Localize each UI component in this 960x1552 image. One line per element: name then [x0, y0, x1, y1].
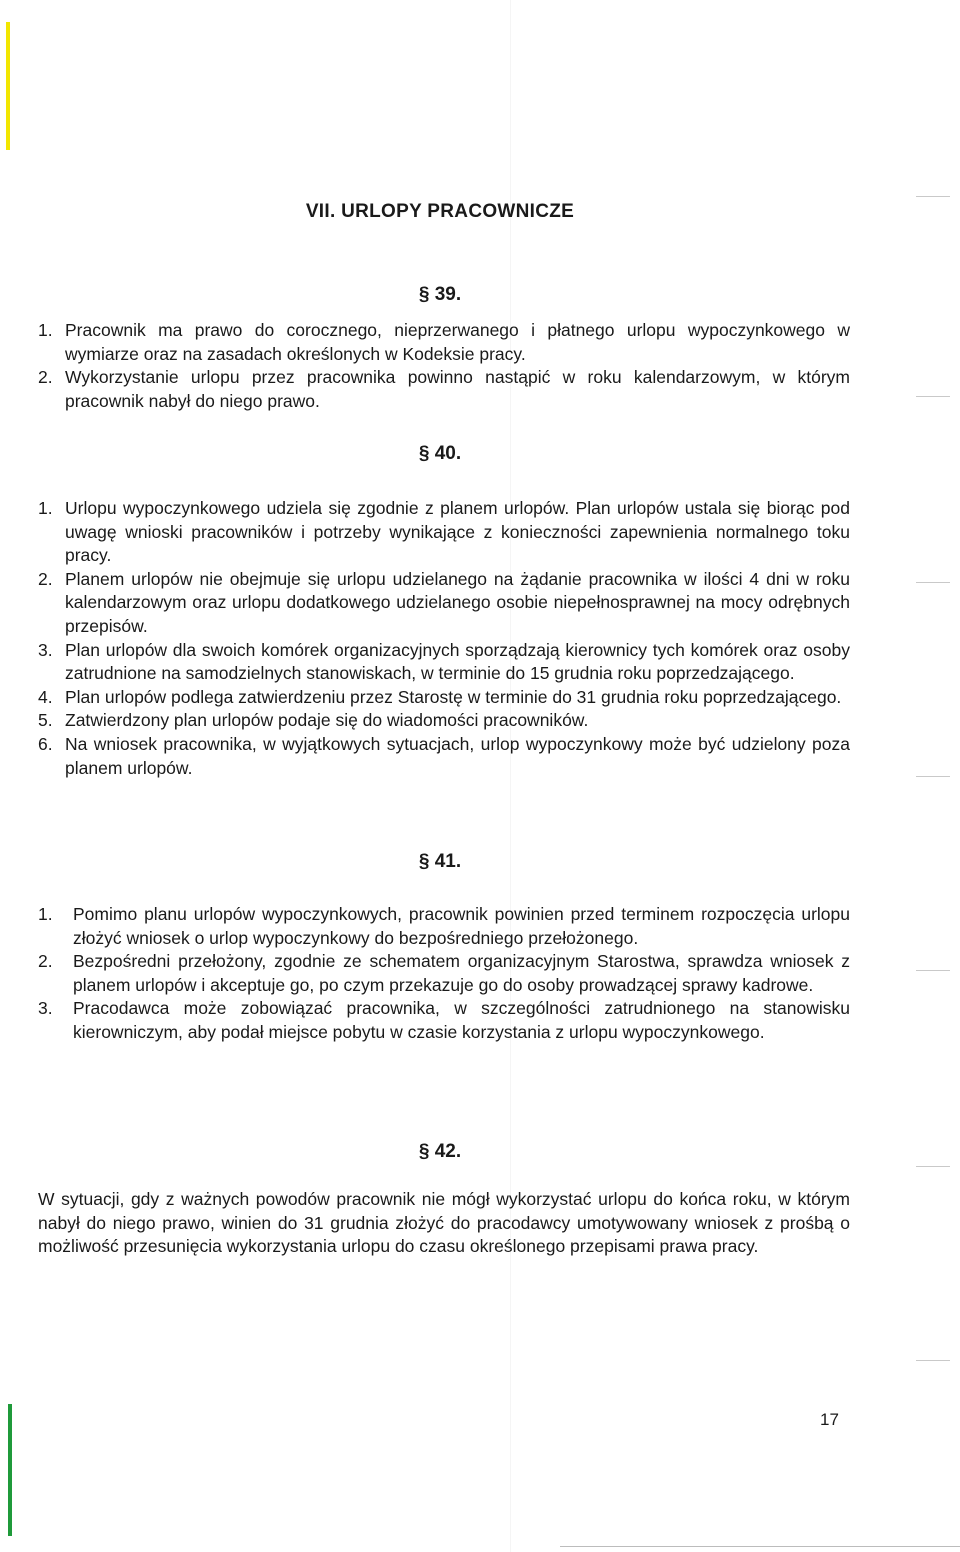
- item-text: Na wniosek pracownika, w wyjątkowych sytuacjach, urlop wypoczynkowy może być udzielony poza planem urlopów.: [65, 733, 850, 778]
- item-text: Wykorzystanie urlopu przez pracownika powinno nastąpić w roku kalendarzowym, w którym pracownik nabył do niego prawo.: [65, 367, 850, 411]
- list-item: [38, 686, 850, 710]
- edge-tick: [916, 1360, 950, 1361]
- scan-marker-green: [8, 1404, 12, 1536]
- list-item: [38, 950, 850, 997]
- item-number: 1.: [38, 320, 53, 340]
- item-text: Bezpośredni przełożony, zgodnie ze schematem organizacyjnym Starostwa, sprawdza wniosek z planem urlopów i akceptuje go, po czym przekazuje go do osoby prowadzącej sprawy kadrowe.: [73, 951, 850, 995]
- section-40-list: [38, 497, 850, 780]
- section-heading-42: § 42.: [418, 1141, 462, 1162]
- section-41-list: [38, 903, 850, 1045]
- item-text: Pracodawca może zobowiązać pracownika, w szczególności zatrudnionego na stanowisku kierowniczym, aby podał miejsce pobytu w czasie korzystania z urlopu wypoczynkowego.: [73, 998, 850, 1042]
- list-item: [38, 709, 850, 733]
- list-item: [38, 568, 850, 639]
- chapter-title: VII. URLOPY PRACOWNICZE: [305, 201, 575, 222]
- item-number: 1.: [38, 498, 53, 518]
- edge-tick: [916, 582, 950, 583]
- section-heading-39: § 39.: [418, 284, 462, 305]
- item-number: 2.: [38, 367, 53, 388]
- section-39-list: [38, 319, 850, 413]
- scan-marker-yellow: [6, 22, 10, 150]
- item-text: Pomimo planu urlopów wypoczynkowych, pracownik powinien przed terminem rozpoczęcia urlopu złożyć wniosek o urlop wypoczynkowy do bezpośredniego przełożonego.: [73, 904, 850, 948]
- edge-tick: [916, 396, 950, 397]
- item-number: 3.: [38, 998, 53, 1019]
- item-number: 2.: [38, 951, 53, 972]
- item-number: 4.: [38, 686, 53, 707]
- edge-tick: [916, 776, 950, 777]
- list-item: [38, 997, 850, 1044]
- edge-tick: [916, 1166, 950, 1167]
- list-item: [38, 319, 850, 366]
- item-text: Pracownik ma prawo do corocznego, nieprzerwanego i płatnego urlopu wypoczynkowego w wymiarze oraz na zasadach określonych w Kodeksie pracy.: [65, 320, 850, 364]
- item-number: 6.: [38, 733, 53, 754]
- item-number: 2.: [38, 568, 53, 589]
- item-text: Zatwierdzony plan urlopów podaje się do wiadomości pracowników.: [65, 710, 589, 731]
- item-text: Plan urlopów dla swoich komórek organizacyjnych sporządzają kierownicy tych komórek oraz osoby zatrudnione na samodzielnych stanowiskach, w terminie do 15 grudnia roku poprzedzającego.: [65, 639, 850, 684]
- list-item: [38, 733, 850, 780]
- list-item: [38, 639, 850, 686]
- section-heading-41: § 41.: [418, 851, 462, 872]
- item-text: Planem urlopów nie obejmuje się urlopu udzielanego na żądanie pracownika w ilości 4 dni w roku kalendarzowym oraz urlopu dodatkowego udzielanego osobie niepełnosprawnej na mocy odrębnych przepisów.: [65, 568, 850, 636]
- item-number: 1.: [38, 904, 53, 924]
- section-heading-40: § 40.: [418, 443, 462, 464]
- edge-tick: [916, 196, 950, 197]
- list-item: [38, 497, 850, 568]
- item-text: Urlopu wypoczynkowego udziela się zgodnie z planem urlopów. Plan urlopów ustala się biorąc pod uwagę wnioski pracowników i potrzeby wynikające z konieczności zapewnienia normalnego toku pracy.: [65, 498, 850, 566]
- page-number: 17: [820, 1410, 839, 1429]
- edge-tick: [916, 970, 950, 971]
- list-item: [38, 903, 850, 950]
- scan-bottom-line: [560, 1546, 960, 1547]
- section-42-paragraph: W sytuacji, gdy z ważnych powodów pracownik nie mógł wykorzystać urlopu do końca roku, w którym nabył do niego prawo, winien do 31 grudnia złożyć do pracodawcy umotywowany wniosek z prośbą o możliwość przesunięcia wykorzystania urlopu do czasu określonego przepisami prawa pracy.: [38, 1189, 850, 1257]
- list-item: [38, 366, 850, 413]
- item-number: 5.: [38, 710, 53, 731]
- item-text: Plan urlopów podlega zatwierdzeniu przez Starostę w terminie do 31 grudnia roku poprzedzającego.: [65, 686, 842, 707]
- item-number: 3.: [38, 639, 53, 660]
